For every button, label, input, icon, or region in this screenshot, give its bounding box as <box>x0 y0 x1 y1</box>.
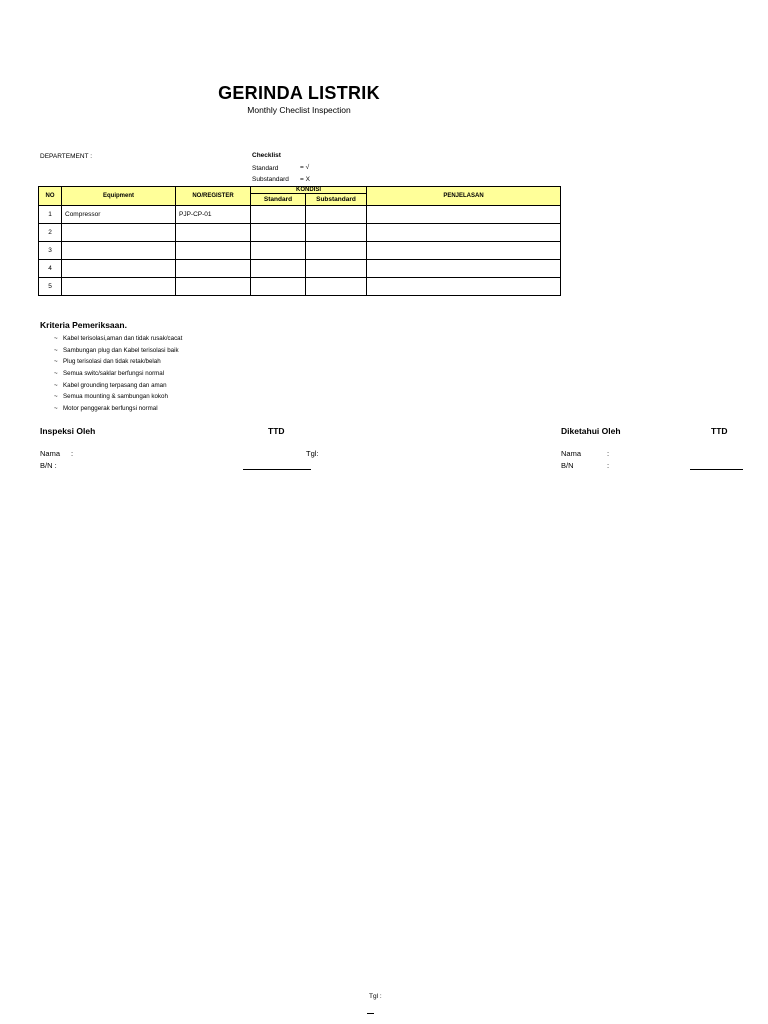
nama-label: Nama <box>40 449 61 458</box>
list-item: ~ Kabel terisolasi,aman dan tidak rusak/cacat <box>54 333 182 345</box>
col-header-kondisi: KONDISI <box>251 187 367 194</box>
tilde-bullet: ~ <box>54 346 58 354</box>
signature-line-2 <box>690 469 743 470</box>
row-standard[interactable] <box>251 242 306 260</box>
page-subtitle: Monthly Checlist Inspection <box>247 105 351 115</box>
row-equipment[interactable] <box>62 260 176 278</box>
table-row <box>39 278 561 296</box>
tilde-bullet: ~ <box>54 405 58 413</box>
row-register[interactable] <box>176 260 251 278</box>
row-penjelasan[interactable] <box>367 224 561 242</box>
tilde-bullet: ~ <box>54 335 58 342</box>
diketahui-oleh-label: Diketahui Oleh <box>561 426 621 436</box>
row-penjelasan[interactable] <box>367 260 561 278</box>
table-row <box>39 260 561 278</box>
col-header-no: NO <box>39 187 62 206</box>
row-standard[interactable] <box>251 278 306 296</box>
row-equipment[interactable] <box>62 224 176 242</box>
inspeksi-oleh-label: Inspeksi Oleh <box>40 426 96 436</box>
row-equipment[interactable] <box>62 242 176 260</box>
row-equipment[interactable]: Compressor <box>62 206 176 224</box>
row-substandard[interactable] <box>306 242 367 260</box>
col-header-register: NO/REGISTER <box>176 187 251 206</box>
legend-standard-symbol: = √ <box>300 164 310 171</box>
list-item: ~ Sambungan plug dan Kabel terisolasi baik <box>54 345 182 357</box>
table-row <box>39 242 561 260</box>
row-register[interactable] <box>176 278 251 296</box>
kriteria-list <box>54 333 182 415</box>
col-header-equipment: Equipment <box>62 187 176 206</box>
col-header-penjelasan: PENJELASAN <box>367 187 561 206</box>
legend-substandard-label: Substandard <box>252 176 289 183</box>
tilde-bullet: ~ <box>54 358 58 366</box>
bn-colon-2: : <box>607 461 610 470</box>
row-no: 3 <box>39 242 62 260</box>
tilde-bullet: ~ <box>54 393 58 401</box>
row-register[interactable] <box>176 242 251 260</box>
nama-colon: : <box>71 449 74 458</box>
department-label: DEPARTEMENT : <box>40 153 93 160</box>
row-penjelasan[interactable] <box>367 242 561 260</box>
list-item: ~ Kabel grounding terpasang dan aman <box>54 380 182 392</box>
page-title: GERINDA LISTRIK <box>218 83 380 103</box>
row-no: 4 <box>39 260 62 278</box>
list-item: ~ Semua switc/saklar berfungsi normal <box>54 368 182 380</box>
list-item: ~ Semua mounting & sambungan kokoh <box>54 391 182 403</box>
footer-tgl-label: Tgl : <box>369 993 382 1000</box>
row-substandard[interactable] <box>306 278 367 296</box>
ttd-label: TTD <box>268 426 285 436</box>
table-row <box>39 206 561 224</box>
list-item: ~ Plug terisolasi dan tidak retak/belah <box>54 356 182 368</box>
col-header-standard: Standard <box>251 194 306 206</box>
legend-substandard-symbol: = X <box>300 176 310 183</box>
ttd-label-2: TTD <box>711 426 728 436</box>
tgl-label: Tgl: <box>306 449 319 458</box>
checklist-legend-title: Checklist <box>252 152 281 159</box>
row-no: 2 <box>39 224 62 242</box>
col-header-substandard: Substandard <box>306 194 367 206</box>
row-substandard[interactable] <box>306 206 367 224</box>
nama-label-2: Nama <box>561 449 582 458</box>
nama-colon-2: : <box>607 449 610 458</box>
signature-line <box>243 469 311 470</box>
bn-label: B/N : <box>40 461 57 470</box>
row-penjelasan[interactable] <box>367 278 561 296</box>
row-no: 5 <box>39 278 62 296</box>
row-substandard[interactable] <box>306 224 367 242</box>
row-standard[interactable] <box>251 260 306 278</box>
row-register[interactable] <box>176 224 251 242</box>
tilde-bullet: ~ <box>54 381 58 389</box>
table-row <box>39 224 561 242</box>
row-substandard[interactable] <box>306 260 367 278</box>
row-equipment[interactable] <box>62 278 176 296</box>
tilde-bullet: ~ <box>54 370 58 378</box>
row-penjelasan[interactable] <box>367 206 561 224</box>
bn-label-2: B/N <box>561 461 574 470</box>
row-no: 1 <box>39 206 62 224</box>
footer-line <box>367 1013 374 1014</box>
inspection-table <box>38 186 561 296</box>
row-standard[interactable] <box>251 206 306 224</box>
kriteria-title: Kriteria Pemeriksaan. <box>40 320 127 330</box>
list-item: ~ Motor penggerak berfungsi normal <box>54 403 182 415</box>
row-standard[interactable] <box>251 224 306 242</box>
row-register[interactable]: PJP-CP-01 <box>176 206 251 224</box>
legend-standard-label: Standard <box>252 165 279 172</box>
